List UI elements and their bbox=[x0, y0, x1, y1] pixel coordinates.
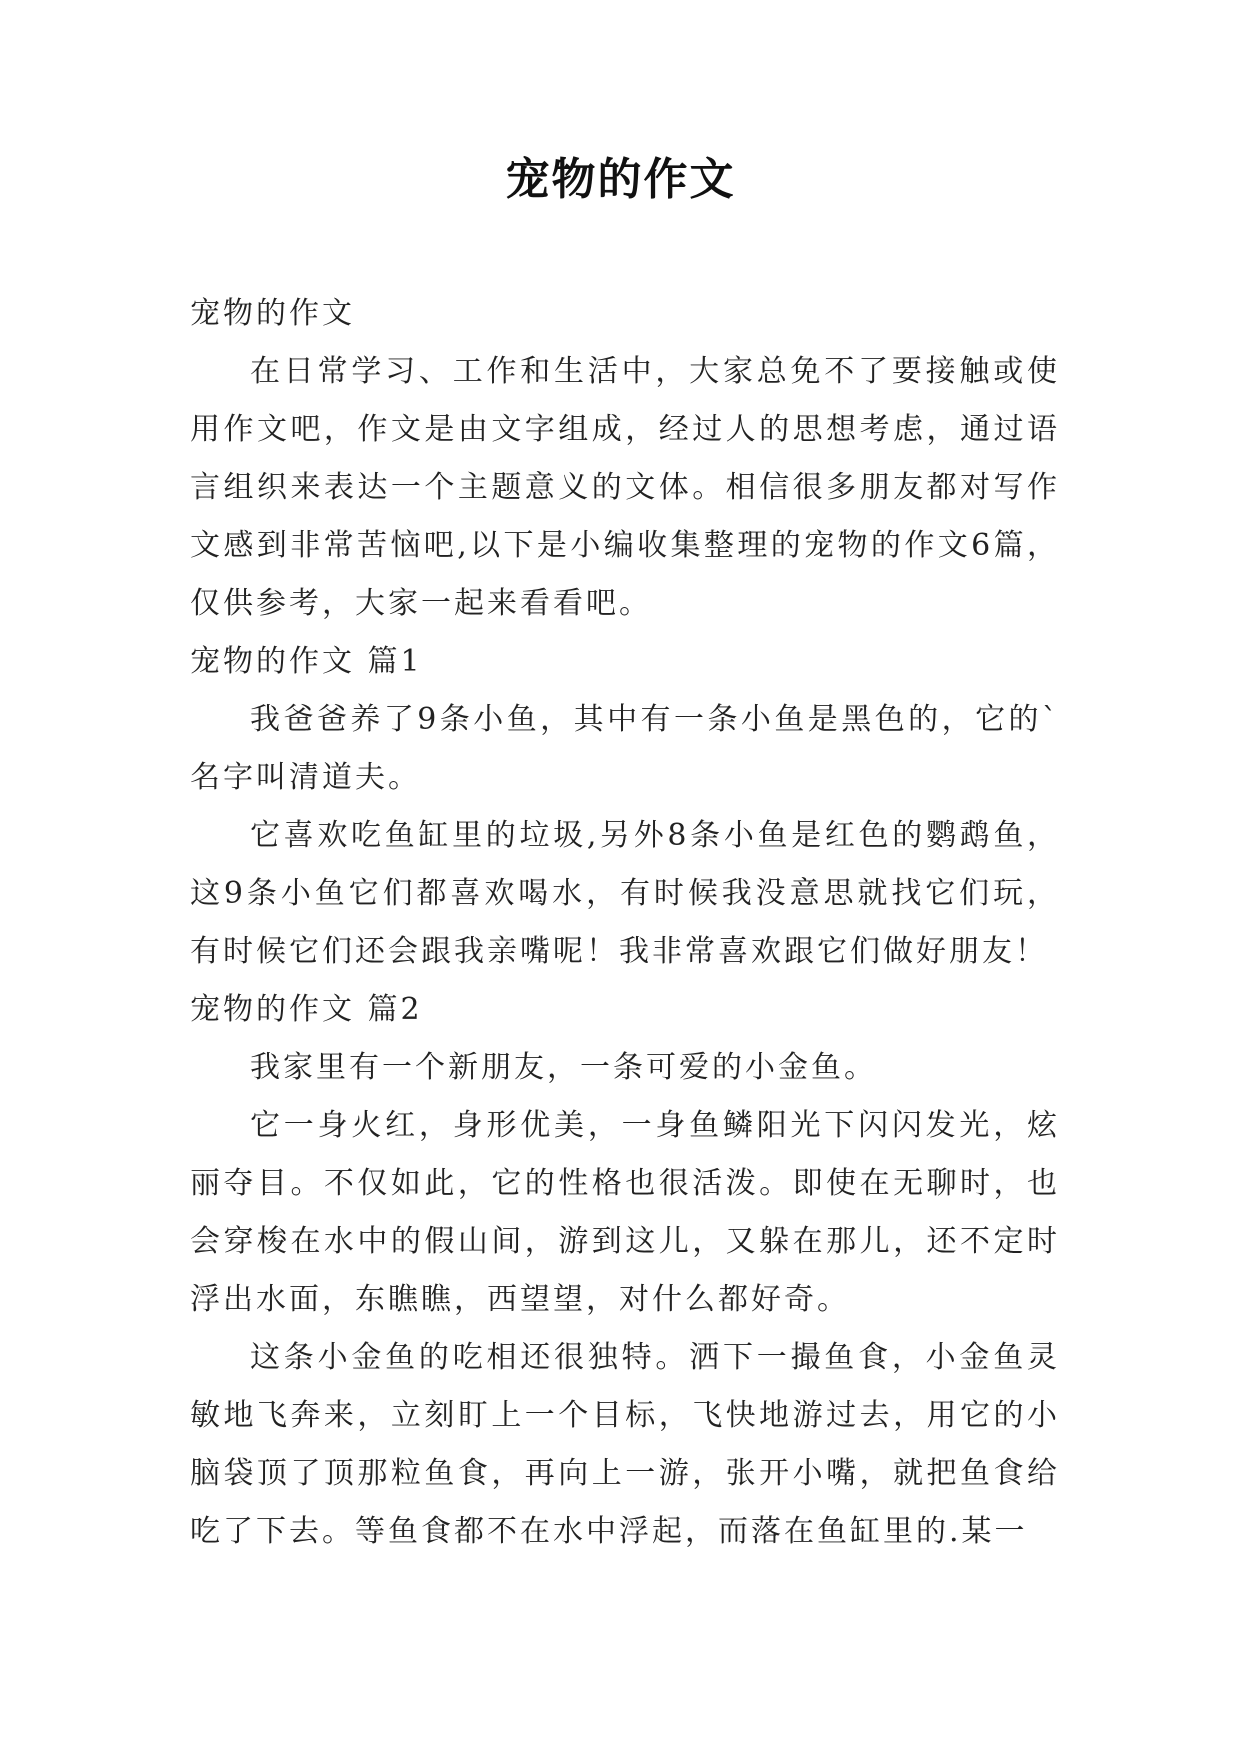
body-paragraph: 我爸爸养了9条小鱼，其中有一条小鱼是黑色的，它的`名字叫清道夫。 bbox=[190, 702, 1060, 795]
section-heading: 宠物的作文 篇2 bbox=[190, 992, 423, 1027]
document-body bbox=[190, 285, 1060, 1561]
body-paragraph: 在日常学习、工作和生活中，大家总免不了要接触或使用作文吧，作文是由文字组成，经过人的思想考虑，通过语言组织来表达一个主题意义的文体。相信很多朋友都对写作文感到非常苦恼吧,以下是小编收集整理的宠物的作文6篇，仅供参考，大家一起来看看吧。 bbox=[190, 354, 1060, 621]
section-heading: 宠物的作文 篇1 bbox=[190, 644, 423, 679]
body-paragraph: 这条小金鱼的吃相还很独特。洒下一撮鱼食，小金鱼灵敏地飞奔来，立刻盯上一个目标，飞快地游过去，用它的小脑袋顶了顶那粒鱼食，再向上一游，张开小嘴，就把鱼食给吃了下去。等鱼食都不在水中浮起，而落在鱼缸里的.某一 bbox=[190, 1340, 1060, 1549]
body-paragraph: 它一身火红，身形优美，一身鱼鳞阳光下闪闪发光，炫丽夺目。不仅如此，它的性格也很活泼。即使在无聊时，也会穿梭在水中的假山间，游到这儿，又躲在那儿，还不定时浮出水面，东瞧瞧，西望望，对什么都好奇。 bbox=[190, 1108, 1060, 1317]
document-title: 宠物的作文 bbox=[505, 154, 736, 205]
body-paragraph: 我家里有一个新朋友，一条可爱的小金鱼。 bbox=[250, 1050, 877, 1085]
body-paragraph: 它喜欢吃鱼缸里的垃圾,另外8条小鱼是红色的鹦鹉鱼，这9条小鱼它们都喜欢喝水，有时候我没意思就找它们玩，有时候它们还会跟我亲嘴呢！我非常喜欢跟它们做好朋友！ bbox=[190, 818, 1060, 969]
section-heading: 宠物的作文 bbox=[190, 296, 355, 331]
